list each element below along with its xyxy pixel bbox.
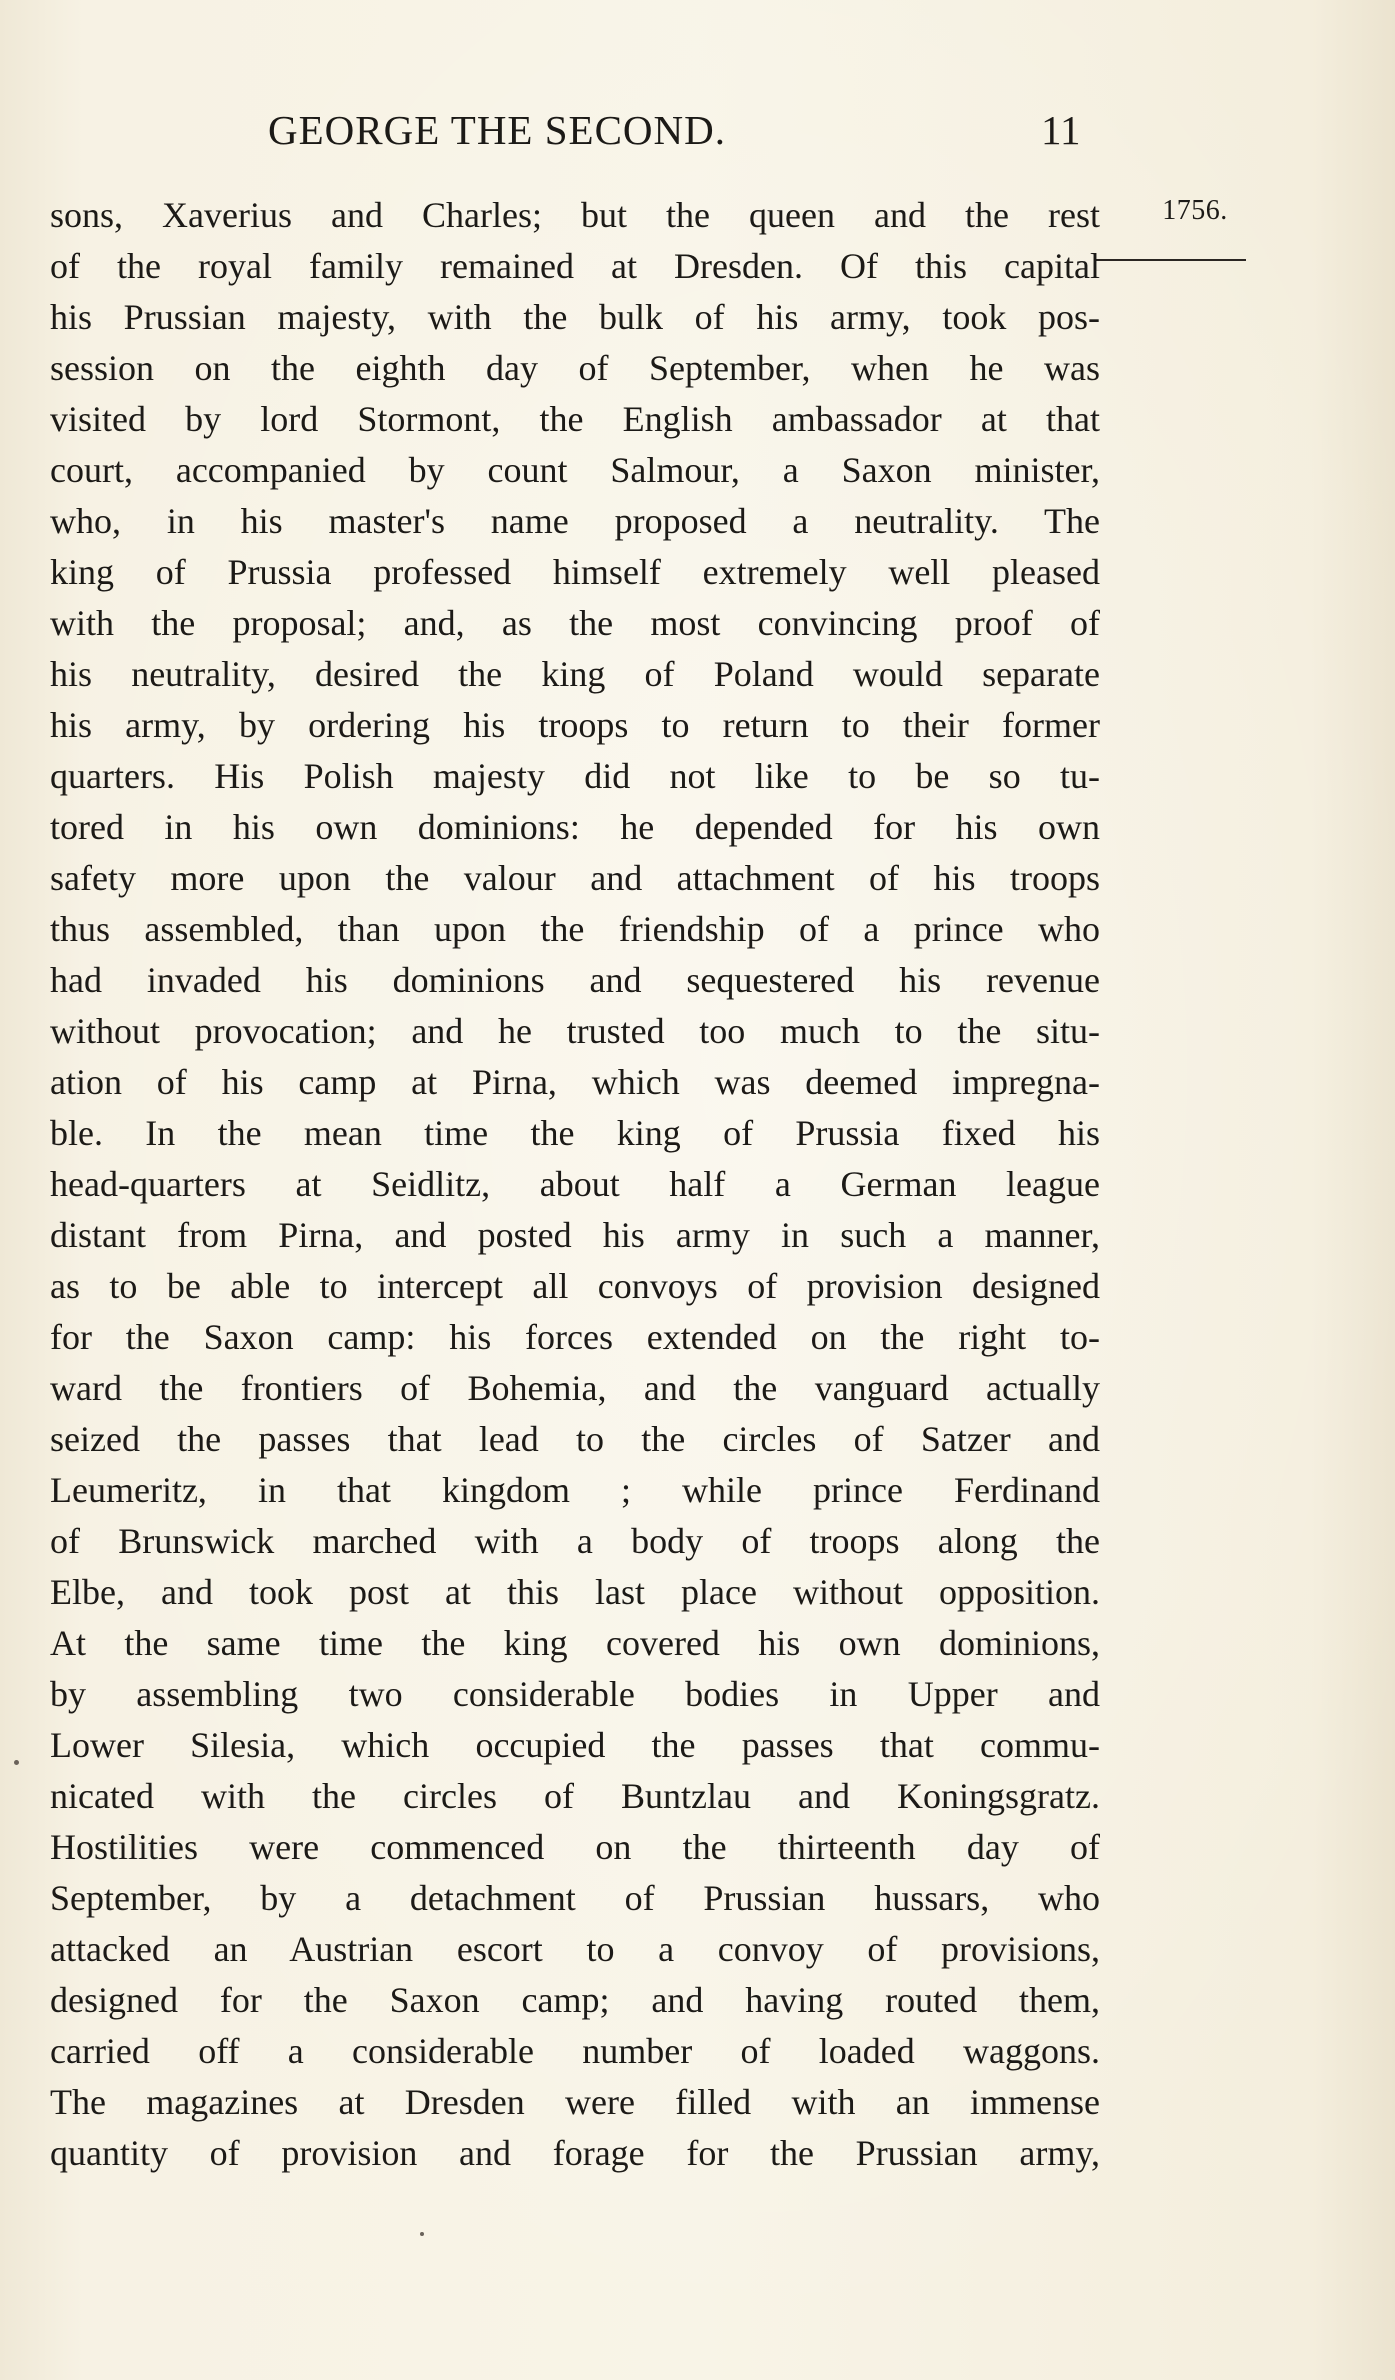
margin-note <box>1140 195 1250 227</box>
text-line: safety more upon the valour and attachment of his troops <box>50 858 1100 898</box>
paper-speck <box>14 1760 19 1765</box>
text-line: had invaded his dominions and sequestered his revenue <box>50 960 1100 1000</box>
text-line: session on the eighth day of September, when he was <box>50 348 1100 388</box>
text-line: Leumeritz, in that kingdom ; while prince Ferdinand <box>50 1470 1100 1510</box>
text-line: The magazines at Dresden were filled with an immense <box>50 2082 1100 2122</box>
text-line: nicated with the circles of Buntzlau and Koningsgratz. <box>50 1776 1100 1816</box>
text-line: Hostilities were commenced on the thirteenth day of <box>50 1827 1100 1867</box>
text-line: designed for the Saxon camp; and having routed them, <box>50 1980 1100 2020</box>
text-line: with the proposal; and, as the most convincing proof of <box>50 603 1100 643</box>
text-line: ward the frontiers of Bohemia, and the vanguard actually <box>50 1368 1100 1408</box>
text-line: as to be able to intercept all convoys of provision designed <box>50 1266 1100 1306</box>
paper-speck <box>420 2232 424 2236</box>
text-line: tored in his own dominions: he depended for his own <box>50 807 1100 847</box>
text-line: for the Saxon camp: his forces extended on the right to- <box>50 1317 1100 1357</box>
text-line: visited by lord Stormont, the English ambassador at that <box>50 399 1100 439</box>
text-line: his neutrality, desired the king of Poland would separate <box>50 654 1100 694</box>
text-line: who, in his master's name proposed a neutrality. The <box>50 501 1100 541</box>
text-line: carried off a considerable number of loaded waggons. <box>50 2031 1100 2071</box>
text-line: without provocation; and he trusted too much to the situ- <box>50 1011 1100 1051</box>
page-number: 11 <box>1041 107 1081 153</box>
text-line: court, accompanied by count Salmour, a Saxon minister, <box>50 450 1100 490</box>
text-line: sons, Xaverius and Charles; but the queen and the rest <box>50 195 1100 235</box>
text-line: quarters. His Polish majesty did not like to be so tu- <box>50 756 1100 796</box>
text-line: Lower Silesia, which occupied the passes that commu- <box>50 1725 1100 1765</box>
text-line: attacked an Austrian escort to a convoy of provisions, <box>50 1929 1100 1969</box>
text-line: of the royal family remained at Dresden. Of this capital <box>50 246 1100 286</box>
running-title: GEORGE THE SECOND. <box>268 107 726 153</box>
text-line: by assembling two considerable bodies in Upper and <box>50 1674 1100 1714</box>
text-line: quantity of provision and forage for the Prussian army, <box>50 2133 1100 2173</box>
text-line: thus assembled, than upon the friendship of a prince who <box>50 909 1100 949</box>
text-line: of Brunswick marched with a body of troops along the <box>50 1521 1100 1561</box>
margin-rule <box>1096 259 1246 261</box>
text-line: September, by a detachment of Prussian hussars, who <box>50 1878 1100 1918</box>
text-line: ation of his camp at Pirna, which was deemed impregna- <box>50 1062 1100 1102</box>
text-line: his Prussian majesty, with the bulk of his army, took pos- <box>50 297 1100 337</box>
text-line: king of Prussia professed himself extremely well pleased <box>50 552 1100 592</box>
text-line: ble. In the mean time the king of Prussia fixed his <box>50 1113 1100 1153</box>
running-head <box>0 106 1395 166</box>
text-line: At the same time the king covered his own dominions, <box>50 1623 1100 1663</box>
margin-year: 1756. <box>1162 195 1228 226</box>
text-line: seized the passes that lead to the circles of Satzer and <box>50 1419 1100 1459</box>
text-line: distant from Pirna, and posted his army in such a manner, <box>50 1215 1100 1255</box>
text-line: his army, by ordering his troops to return to their former <box>50 705 1100 745</box>
text-line: head-quarters at Seidlitz, about half a German league <box>50 1164 1100 1204</box>
body-text <box>50 190 1100 2179</box>
text-line: Elbe, and took post at this last place without opposition. <box>50 1572 1100 1612</box>
